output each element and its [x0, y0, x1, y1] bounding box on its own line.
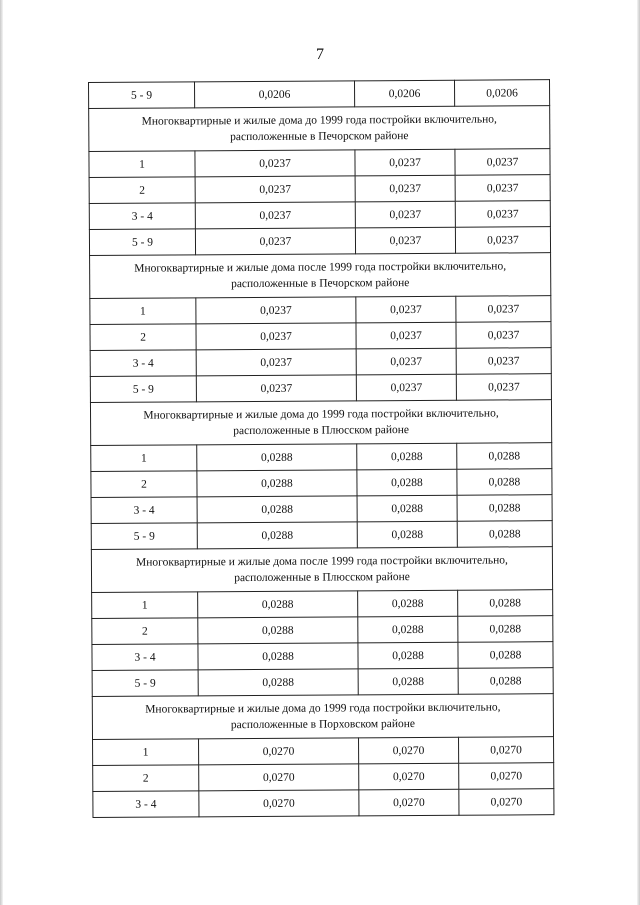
value-cell: 0,0288: [458, 668, 553, 695]
table-row: [90, 296, 551, 325]
floors-cell: 5 - 9: [89, 82, 195, 109]
table-row: [89, 227, 550, 256]
table-row: [90, 322, 551, 351]
floors-cell: 2: [92, 618, 198, 645]
value-cell: 0,0237: [356, 374, 456, 401]
value-cell: 0,0237: [196, 323, 356, 350]
section-header-row: [89, 106, 550, 152]
floors-cell: 5 - 9: [90, 376, 196, 403]
value-cell: 0,0288: [357, 495, 457, 522]
floors-cell: 3 - 4: [93, 791, 199, 818]
section-header-row: [92, 694, 553, 740]
value-cell: 0,0237: [195, 150, 355, 177]
value-cell: 0,0270: [459, 763, 554, 790]
floors-cell: 3 - 4: [92, 644, 198, 671]
value-cell: 0,0237: [456, 374, 551, 401]
table-row: [89, 149, 550, 178]
value-cell: 0,0288: [358, 616, 458, 643]
section-header-row: [90, 400, 551, 446]
value-cell: 0,0237: [195, 202, 355, 229]
floors-cell: 2: [91, 471, 197, 498]
value-cell: 0,0270: [459, 789, 554, 816]
value-cell: 0,0237: [196, 375, 356, 402]
table-row: [91, 521, 552, 550]
table-row: [92, 616, 553, 645]
value-cell: 0,0237: [456, 322, 551, 349]
value-cell: 0,0237: [195, 176, 355, 203]
table-row: [91, 495, 552, 524]
floors-cell: 2: [93, 765, 199, 792]
page-number: 7: [316, 46, 324, 63]
value-cell: 0,0206: [454, 80, 549, 107]
value-cell: 0,0288: [357, 521, 457, 548]
value-cell: 0,0237: [356, 296, 456, 323]
section-title: Многоквартирные и жилые дома после 1999 года постройки включительно, расположенные в Плюсском районе: [91, 547, 552, 593]
value-cell: 0,0288: [457, 469, 552, 496]
value-cell: 0,0288: [357, 443, 457, 470]
value-cell: 0,0270: [199, 790, 359, 817]
value-cell: 0,0288: [358, 590, 458, 617]
table-row: [91, 469, 552, 498]
value-cell: 0,0288: [197, 444, 357, 471]
floors-cell: 5 - 9: [89, 229, 195, 256]
table-body: [89, 80, 554, 818]
value-cell: 0,0237: [195, 228, 355, 255]
value-cell: 0,0270: [359, 789, 459, 816]
value-cell: 0,0288: [198, 669, 358, 696]
floors-cell: 1: [91, 445, 197, 472]
value-cell: 0,0237: [356, 348, 456, 375]
value-cell: 0,0237: [455, 149, 550, 176]
value-cell: 0,0288: [458, 642, 553, 669]
value-cell: 0,0288: [457, 495, 552, 522]
floors-cell: 1: [89, 151, 195, 178]
value-cell: 0,0237: [455, 175, 550, 202]
value-cell: 0,0288: [458, 616, 553, 643]
value-cell: 0,0206: [195, 81, 355, 108]
table-row: [89, 201, 550, 230]
value-cell: 0,0288: [457, 521, 552, 548]
value-cell: 0,0288: [358, 668, 458, 695]
section-header-row: [91, 547, 552, 593]
floors-cell: 1: [93, 739, 199, 766]
table-row: [93, 737, 554, 766]
value-cell: 0,0237: [455, 227, 550, 254]
table-row: [90, 348, 551, 377]
floors-cell: 3 - 4: [91, 497, 197, 524]
table-row: [93, 763, 554, 792]
floors-cell: 1: [90, 298, 196, 325]
floors-cell: 3 - 4: [89, 203, 195, 230]
table-row: [89, 80, 550, 109]
table-row: [91, 443, 552, 472]
table-row: [93, 789, 554, 818]
value-cell: 0,0288: [198, 643, 358, 670]
section-title: Многоквартирные и жилые дома до 1999 года постройки включительно, расположенные в Плюсском районе: [90, 400, 551, 446]
value-cell: 0,0288: [197, 522, 357, 549]
floors-cell: 2: [89, 177, 195, 204]
table-row: [92, 642, 553, 671]
floors-cell: 5 - 9: [92, 670, 198, 697]
value-cell: 0,0237: [356, 322, 456, 349]
value-cell: 0,0237: [456, 296, 551, 323]
value-cell: 0,0288: [458, 590, 553, 617]
value-cell: 0,0288: [457, 443, 552, 470]
value-cell: 0,0237: [355, 175, 455, 202]
floors-cell: 1: [92, 592, 198, 619]
floors-cell: 5 - 9: [91, 523, 197, 550]
value-cell: 0,0270: [359, 763, 459, 790]
value-cell: 0,0270: [199, 764, 359, 791]
value-cell: 0,0237: [196, 297, 356, 324]
scan-edge-left: [0, 0, 3, 905]
floors-cell: 3 - 4: [90, 350, 196, 377]
value-cell: 0,0237: [455, 201, 550, 228]
section-title: Многоквартирные и жилые дома до 1999 года постройки включительно, расположенные в Порховском районе: [92, 694, 553, 740]
table-row: [89, 175, 550, 204]
value-cell: 0,0270: [199, 738, 359, 765]
table-row: [92, 590, 553, 619]
value-cell: 0,0270: [359, 737, 459, 764]
floors-cell: 2: [90, 324, 196, 351]
tariff-table: [88, 79, 554, 818]
value-cell: 0,0270: [459, 737, 554, 764]
value-cell: 0,0237: [355, 149, 455, 176]
section-title: Многоквартирные и жилые дома до 1999 года постройки включительно, расположенные в Печорском районе: [89, 106, 550, 152]
value-cell: 0,0237: [456, 348, 551, 375]
value-cell: 0,0288: [197, 470, 357, 497]
value-cell: 0,0288: [198, 591, 358, 618]
section-header-row: [90, 253, 551, 299]
value-cell: 0,0237: [355, 227, 455, 254]
value-cell: 0,0206: [354, 80, 454, 107]
value-cell: 0,0288: [358, 642, 458, 669]
value-cell: 0,0288: [357, 469, 457, 496]
value-cell: 0,0237: [355, 201, 455, 228]
value-cell: 0,0288: [198, 617, 358, 644]
value-cell: 0,0237: [196, 349, 356, 376]
value-cell: 0,0288: [197, 496, 357, 523]
table-row: [92, 668, 553, 697]
section-title: Многоквартирные и жилые дома после 1999 года постройки включительно, расположенные в Печорском районе: [90, 253, 551, 299]
table-row: [90, 374, 551, 403]
